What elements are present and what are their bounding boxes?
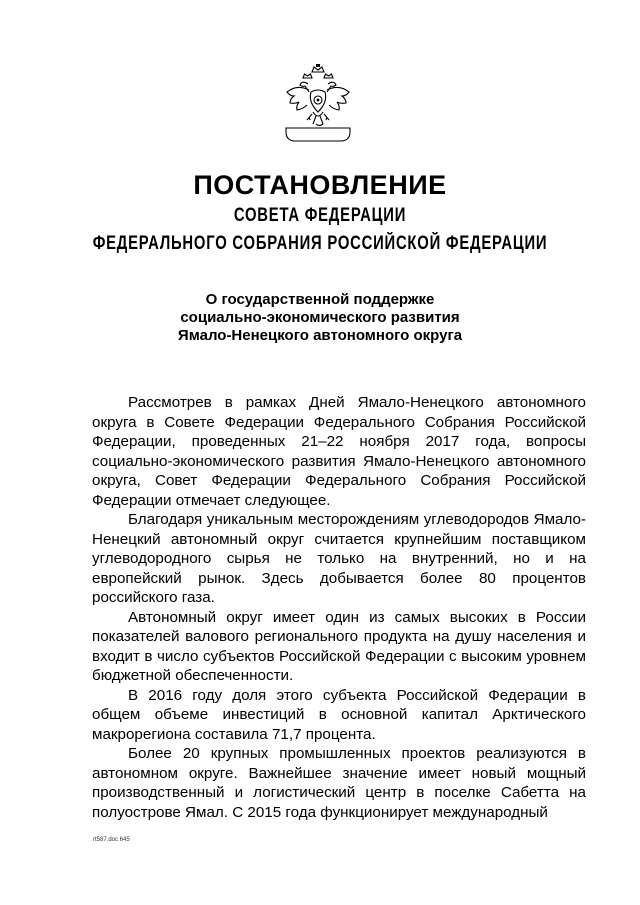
- footer-code: rt587.doc 645: [93, 837, 130, 843]
- issuer-line-1: СОВЕТА ФЕДЕРАЦИИ: [233, 205, 407, 226]
- document-body: [92, 393, 586, 822]
- body-paragraph: Более 20 крупных промышленных проектов реализуются в автономном округе. Важнейшее значение имеет новый мощный производственный и логистический центр в поселке Сабетта на полуострове Ямал. С 2015 года функционирует международный: [92, 745, 586, 821]
- body-paragraph: Рассмотрев в рамках Дней Ямало-Ненецкого автономного округа в Совете Федерации Федерального Собрания Российской Федерации, проведенных 21–22 ноября 2017 года, вопросы социально-экономического развития Ямало-Ненецкого автономного округа, Совет Федерации Федерального Собрания Российской Федерации отмечает следующее.: [92, 394, 586, 509]
- subject-line: Ямало-Ненецкого автономного округа: [177, 327, 463, 344]
- document-subject: [0, 291, 640, 345]
- subject-line: О государственной поддержке: [205, 291, 435, 308]
- subject-line: социально-экономического развития: [180, 309, 460, 326]
- body-paragraph: В 2016 году доля этого субъекта Российской Федерации в общем объеме инвестиций в основной капитал Арктического макрорегиона составила 71,7 процента.: [92, 686, 586, 743]
- document-title: ПОСТАНОВЛЕНИЕ: [193, 170, 447, 200]
- issuer-line-2: ФЕДЕРАЛЬНОГО СОБРАНИЯ РОССИЙСКОЙ ФЕДЕРАЦИИ: [92, 233, 548, 254]
- coat-of-arms-icon: [283, 62, 353, 146]
- body-paragraph: Автономный округ имеет один из самых высоких в России показателей валового регионального продукта на душу населения и входит в число субъектов Российской Федерации с высоким уровнем бюджетной обеспеченности.: [92, 608, 586, 684]
- body-paragraph: Благодаря уникальным месторождениям углеводородов Ямало-Ненецкий автономный округ считается крупнейшим поставщиком углеводородного сырья не только на внутренний, но и на европейский рынок. Здесь добывается более 80 процентов российского газа.: [92, 511, 586, 606]
